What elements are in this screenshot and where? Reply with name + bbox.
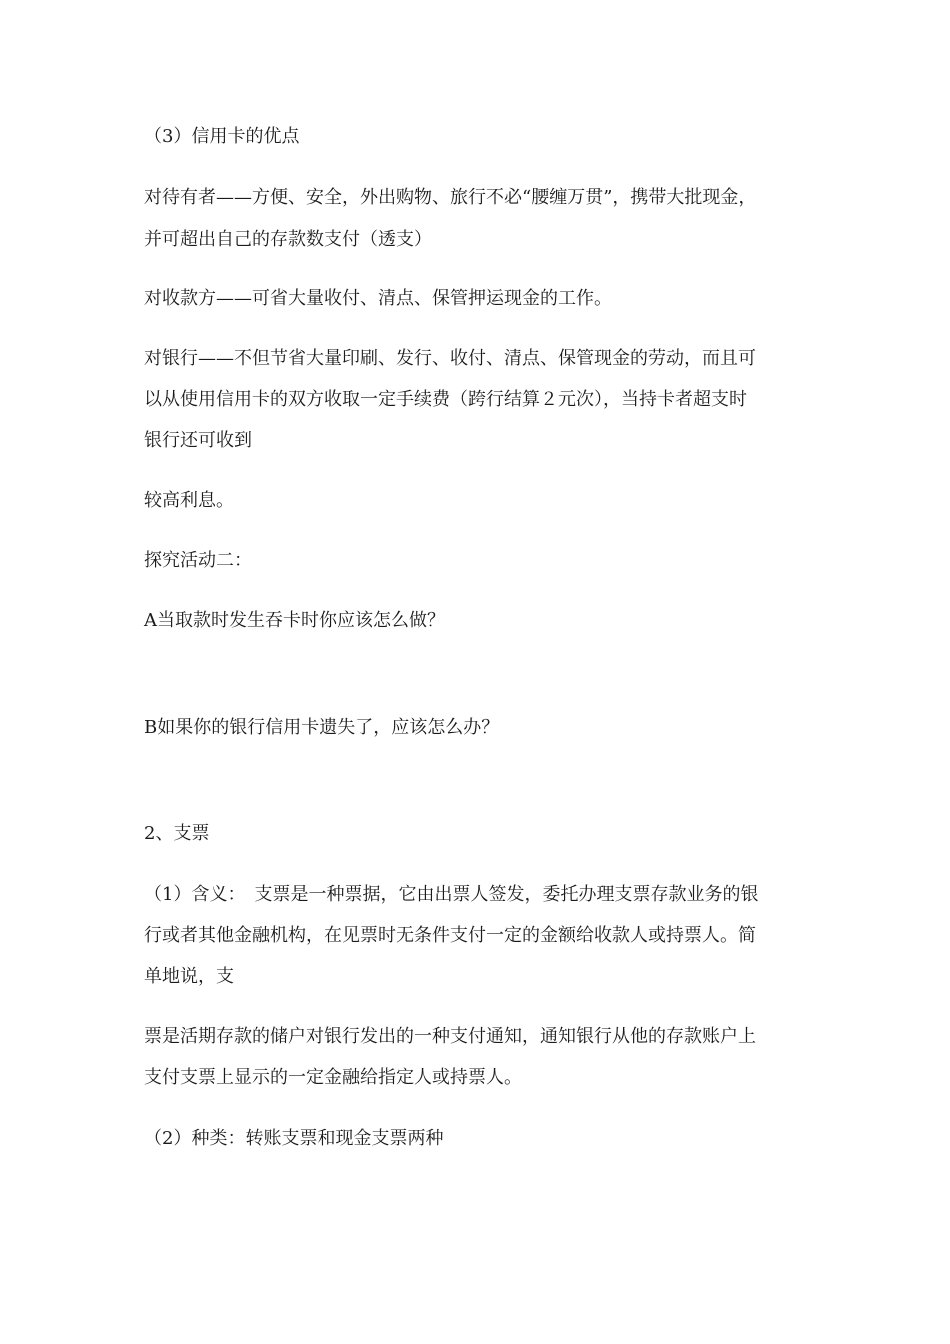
paragraph-cheque-definition-line-3: 单地说，支 [144,966,234,987]
heading-credit-card-advantages: （3）信用卡的优点 [144,126,300,147]
paragraph-cheque-types: （2）种类：转账支票和现金支票两种 [144,1128,444,1149]
paragraph-bank-line-3: 银行还可收到 [144,430,252,451]
paragraph-cardholder-line-1: 对待有者——方便、安全，外出购物、旅行不必“腰缠万贯”，携带大批现金， [144,187,757,208]
paragraph-bank-line-1: 对银行——不但节省大量印刷、发行、收付、清点、保管现金的劳动，而且可 [144,348,756,369]
paragraph-bank-line-2: 以从使用信用卡的双方收取一定手续费（跨行结算２元次），当持卡者超支时 [144,389,747,410]
paragraph-payee: 对收款方——可省大量收付、清点、保管押运现金的工作。 [144,288,612,309]
heading-inquiry-activity-2: 探究活动二： [144,550,252,571]
heading-cheque: 2、支票 [144,823,210,844]
question-b: B如果你的银行信用卡遗失了，应该怎么办？ [144,717,500,738]
paragraph-cheque-definition-line-4: 票是活期存款的储户对银行发出的一种支付通知，通知银行从他的存款账户上 [144,1026,756,1047]
paragraph-cheque-definition-line-1: （1）含义： 支票是一种票据，它由出票人签发，委托办理支票存款业务的银 [144,884,759,905]
paragraph-cheque-definition-line-2: 行或者其他金融机构，在见票时无条件支付一定的金额给收款人或持票人。简 [144,925,756,946]
question-a: A当取款时发生吞卡时你应该怎么做？ [144,610,445,631]
paragraph-cardholder-line-2: 并可超出自己的存款数支付（透支） [144,229,432,250]
paragraph-cheque-definition-line-5: 支付支票上显示的一定金融给指定人或持票人。 [144,1067,522,1088]
paragraph-bank-line-4: 较高利息。 [144,490,234,511]
